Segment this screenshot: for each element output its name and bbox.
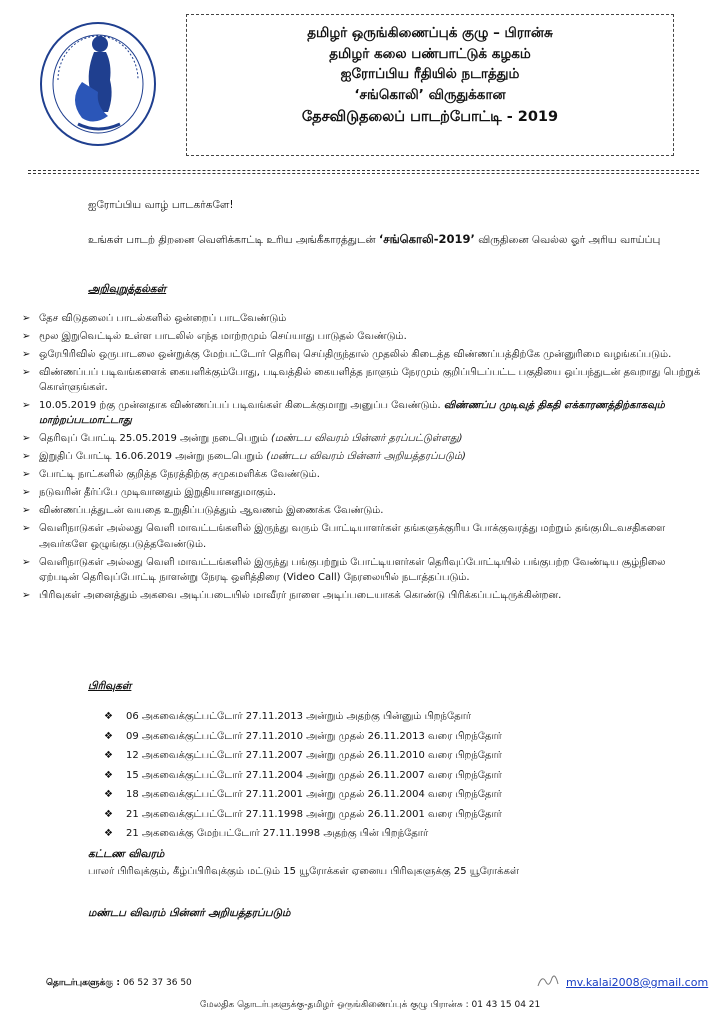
instruction-text: தெரிவுப் போட்டி 25.05.2019 அன்று நடைபெறும்	[39, 433, 271, 445]
arrow-bullet-icon: ➢	[22, 451, 31, 463]
fee-heading: கட்டண விவரம்	[88, 848, 165, 860]
contact-line	[46, 978, 192, 989]
diamond-bullet-icon: ❖	[104, 828, 113, 839]
intro-text-end: விருதினை வெல்ல ஓர் அரிய வாய்ப்பு	[474, 234, 661, 246]
diamond-bullet-icon: ❖	[104, 750, 113, 761]
instruction-item	[22, 503, 702, 518]
instruction-emphasis: விண்ணப்ப முடிவுத் திகதி எக்காரணத்திற்காகவும் மாற்றப்படமாட்டாது	[39, 400, 665, 427]
instruction-note: (மண்டப விவரம் பின்னர் அறியத்தரப்படும்)	[266, 451, 466, 463]
instruction-text: மூல இறுவெட்டில் உள்ள பாடலில் எந்த மாற்றமும் செய்யாது பாடுதல் வேண்டும்.	[39, 331, 407, 342]
category-item	[104, 746, 502, 766]
category-text: 21 அகவைக்குட்பட்டோர் 27.11.1998 அன்று முதல் 26.11.2001 வரை பிறந்தோர்	[126, 808, 502, 820]
instruction-item	[22, 521, 702, 551]
instruction-text: நடுவரின் தீர்ப்பே முடிவானதும் இறுதியானதுமாகும்.	[39, 487, 277, 499]
greeting: ஐரோப்பிய வாழ் பாடகர்களே!	[88, 199, 234, 211]
instruction-text: வெளிநாடுகள் அல்லது வெளி மாவட்டங்களில் இருந்து பங்குபற்றும் போட்டியளர்கள் தெரிவுப்போட்டியில் பங்குபற்ற வேண்டிய சூழ்நிலை ஏற்படின் தெரிவுப்போட்டி நாளன்று நேரடி ஒளித்திரை (Video Call) நேரலையில் நடாத்தப்படும்.	[39, 556, 666, 583]
category-text: 18 அகவைக்குட்பட்டோர் 27.11.2001 அன்று முதல் 26.11.2004 வரை பிறந்தோர்	[126, 789, 502, 800]
instruction-note: (மண்டப விவரம் பின்னர் தரப்பட்டுள்ளது)	[270, 433, 463, 445]
instruction-item	[22, 347, 702, 362]
categories-list	[104, 707, 502, 844]
venue-note: மண்டப விவரம் பின்னர் அறியத்தரப்படும்	[88, 907, 291, 919]
arrow-bullet-icon: ➢	[22, 331, 31, 342]
title-line-org: தமிழர் ஒருங்கிணைப்புக் குழு – பிரான்சு	[307, 25, 553, 41]
instruction-item	[22, 311, 702, 326]
instruction-item	[22, 431, 702, 446]
title-line-award: ‘சங்கொலி’ விருதுக்கான	[354, 86, 506, 103]
instruction-item	[22, 365, 702, 395]
instruction-text: தேச விடுதலைப் பாடல்களில் ஒன்றைப் பாடவேண்டும்	[39, 313, 287, 324]
arrow-bullet-icon: ➢	[22, 487, 31, 499]
instruction-item	[22, 329, 702, 344]
arrow-bullet-icon: ➢	[22, 367, 31, 378]
separator-line-2	[28, 173, 699, 174]
instructions-list	[22, 311, 702, 606]
intro-text: உங்கள் பாடற் திறனை வெளிக்காட்டி உரிய அங்கீகாரத்துடன்	[88, 234, 379, 246]
category-text: 12 அகவைக்குட்பட்டோர் 27.11.2007 அன்று முதல் 26.11.2010 வரை பிறந்தோர்	[126, 750, 502, 761]
organization-logo	[38, 20, 158, 148]
category-text: 09 அகவைக்குட்பட்டோர் 27.11.2010 அன்று முதல் 26.11.2013 வரை பிறந்தோர்	[126, 730, 502, 742]
arrow-bullet-icon: ➢	[22, 505, 31, 517]
category-text: 15 அகவைக்குட்பட்டோர் 27.11.2004 அன்று முதல் 26.11.2007 வரை பிறந்தோர்	[126, 769, 502, 781]
footer-contact: மேலதிக தொடர்புகளுக்கு-தமிழர் ஒருங்கிணைப்புக் குழு பிரான்சு : 01 43 15 04 21	[200, 1000, 541, 1010]
instruction-item	[22, 485, 702, 500]
instruction-text: போட்டி நாட்களில் குறித்த நேரத்திற்கு சமுகமளிக்க வேண்டும்.	[39, 469, 320, 481]
email-link[interactable]: mv.kalai2008@gmail.com	[566, 976, 709, 989]
instruction-item	[22, 555, 702, 585]
category-item	[104, 727, 502, 747]
arrow-bullet-icon: ➢	[22, 349, 31, 360]
instruction-item	[22, 467, 702, 482]
fee-text: பாலர் பிரிவுக்கும், கீழ்ப்பிரிவுக்கும் மட்டும் 15 யூரோக்கள் ஏனைய பிரிவுகளுக்கு 25 யூரோக்கள்	[88, 866, 519, 877]
intro-paragraph	[88, 231, 692, 248]
category-item	[104, 824, 502, 844]
instructions-heading: அறிவுறுத்தல்கள்	[88, 283, 167, 295]
instruction-text: இறுதிப் போட்டி 16.06.2019 அன்று நடைபெறும்	[39, 451, 267, 463]
title-line-competition: தேசவிடுதலைப் பாடற்போட்டி - 2019	[301, 109, 559, 125]
diamond-bullet-icon: ❖	[104, 769, 113, 781]
contact-phone: 06 52 37 36 50	[123, 978, 192, 988]
category-item	[104, 766, 502, 786]
category-item	[104, 785, 502, 805]
contact-label: தொடர்புகளுக்கு :	[46, 978, 124, 988]
instruction-text: ஒரேபிரிவில் ஒருபாடலை ஒன்றுக்கு மேற்பட்டோர் தெரிவு செய்திருந்தால் முதலில் கிடைத்த விண்ணப்பத்திற்கே முன்னுரிமை வழங்கப்படும்.	[39, 349, 672, 360]
instruction-item	[22, 449, 702, 464]
instruction-text: விண்ணப்பத்துடன் வயதை உறுதிப்படுத்தும் ஆவணம் இணைக்க வேண்டும்.	[39, 505, 384, 517]
category-item	[104, 707, 502, 727]
signature-mark-icon	[536, 972, 562, 992]
instruction-text: 10.05.2019 ற்கு முன்னதாக விண்ணப்பப் படிவங்கள் கிடைக்குமாறு அனுப்ப வேண்டும்.	[39, 400, 444, 412]
title-line-european: ஐரோப்பிய ரீதியில் நடாத்தும்	[340, 66, 520, 82]
category-text: 21 அகவைக்கு மேற்பட்டோர் 27.11.1998 அதற்கு பின் பிறந்தோர்	[126, 828, 429, 839]
categories-heading: பிரிவுகள்	[88, 680, 132, 692]
instruction-text: விண்ணப்பப் படிவங்களைக் கையளிக்கும்போது, படிவத்தில் கையளித்த நாளும் நேரமும் குறிப்பிடப்பட்ட பகுதியை ஒப்பந்துடன் தவறாது பெற்றுக் கொள்ளுங்கள்.	[39, 367, 701, 394]
arrow-bullet-icon: ➢	[22, 589, 31, 601]
title-line-association: தமிழர் கலை பண்பாட்டுக் கழகம்	[329, 45, 531, 62]
diamond-bullet-icon: ❖	[104, 730, 113, 742]
category-item	[104, 805, 502, 825]
arrow-bullet-icon: ➢	[22, 400, 31, 412]
category-text: 06 அகவைக்குட்பட்டோர் 27.11.2013 அன்றும் அதற்கு பின்னும் பிறந்தோர்	[126, 711, 472, 722]
instruction-text: வெளிநாடுகள் அல்லது வெளி மாவட்டங்களில் இருந்து வரும் போட்டியாளர்கள் தங்களுக்குரிய போக்குவரத்து மற்றும் தங்குமிடவசதிகளை அவர்களே ஒழுங்குபடுத்தவேண்டும்.	[39, 523, 666, 550]
arrow-bullet-icon: ➢	[22, 433, 31, 445]
diamond-bullet-icon: ❖	[104, 808, 113, 820]
diamond-bullet-icon: ❖	[104, 711, 113, 722]
separator-line	[28, 170, 699, 171]
instruction-item	[22, 588, 702, 603]
diamond-bullet-icon: ❖	[104, 789, 113, 800]
award-name: ‘சங்கொலி-2019’	[378, 232, 475, 246]
arrow-bullet-icon: ➢	[22, 313, 31, 324]
title-box	[186, 14, 674, 156]
arrow-bullet-icon: ➢	[22, 556, 31, 568]
instruction-item	[22, 398, 702, 428]
arrow-bullet-icon: ➢	[22, 523, 31, 535]
instruction-text: பிரிவுகள் அனைத்தும் அகவை அடிப்படையில் மாவீரர் நாளை அடிப்படையாகக் கொண்டு பிரிக்கப்பட்டிருக்கின்றன.	[39, 589, 562, 601]
arrow-bullet-icon: ➢	[22, 469, 31, 481]
